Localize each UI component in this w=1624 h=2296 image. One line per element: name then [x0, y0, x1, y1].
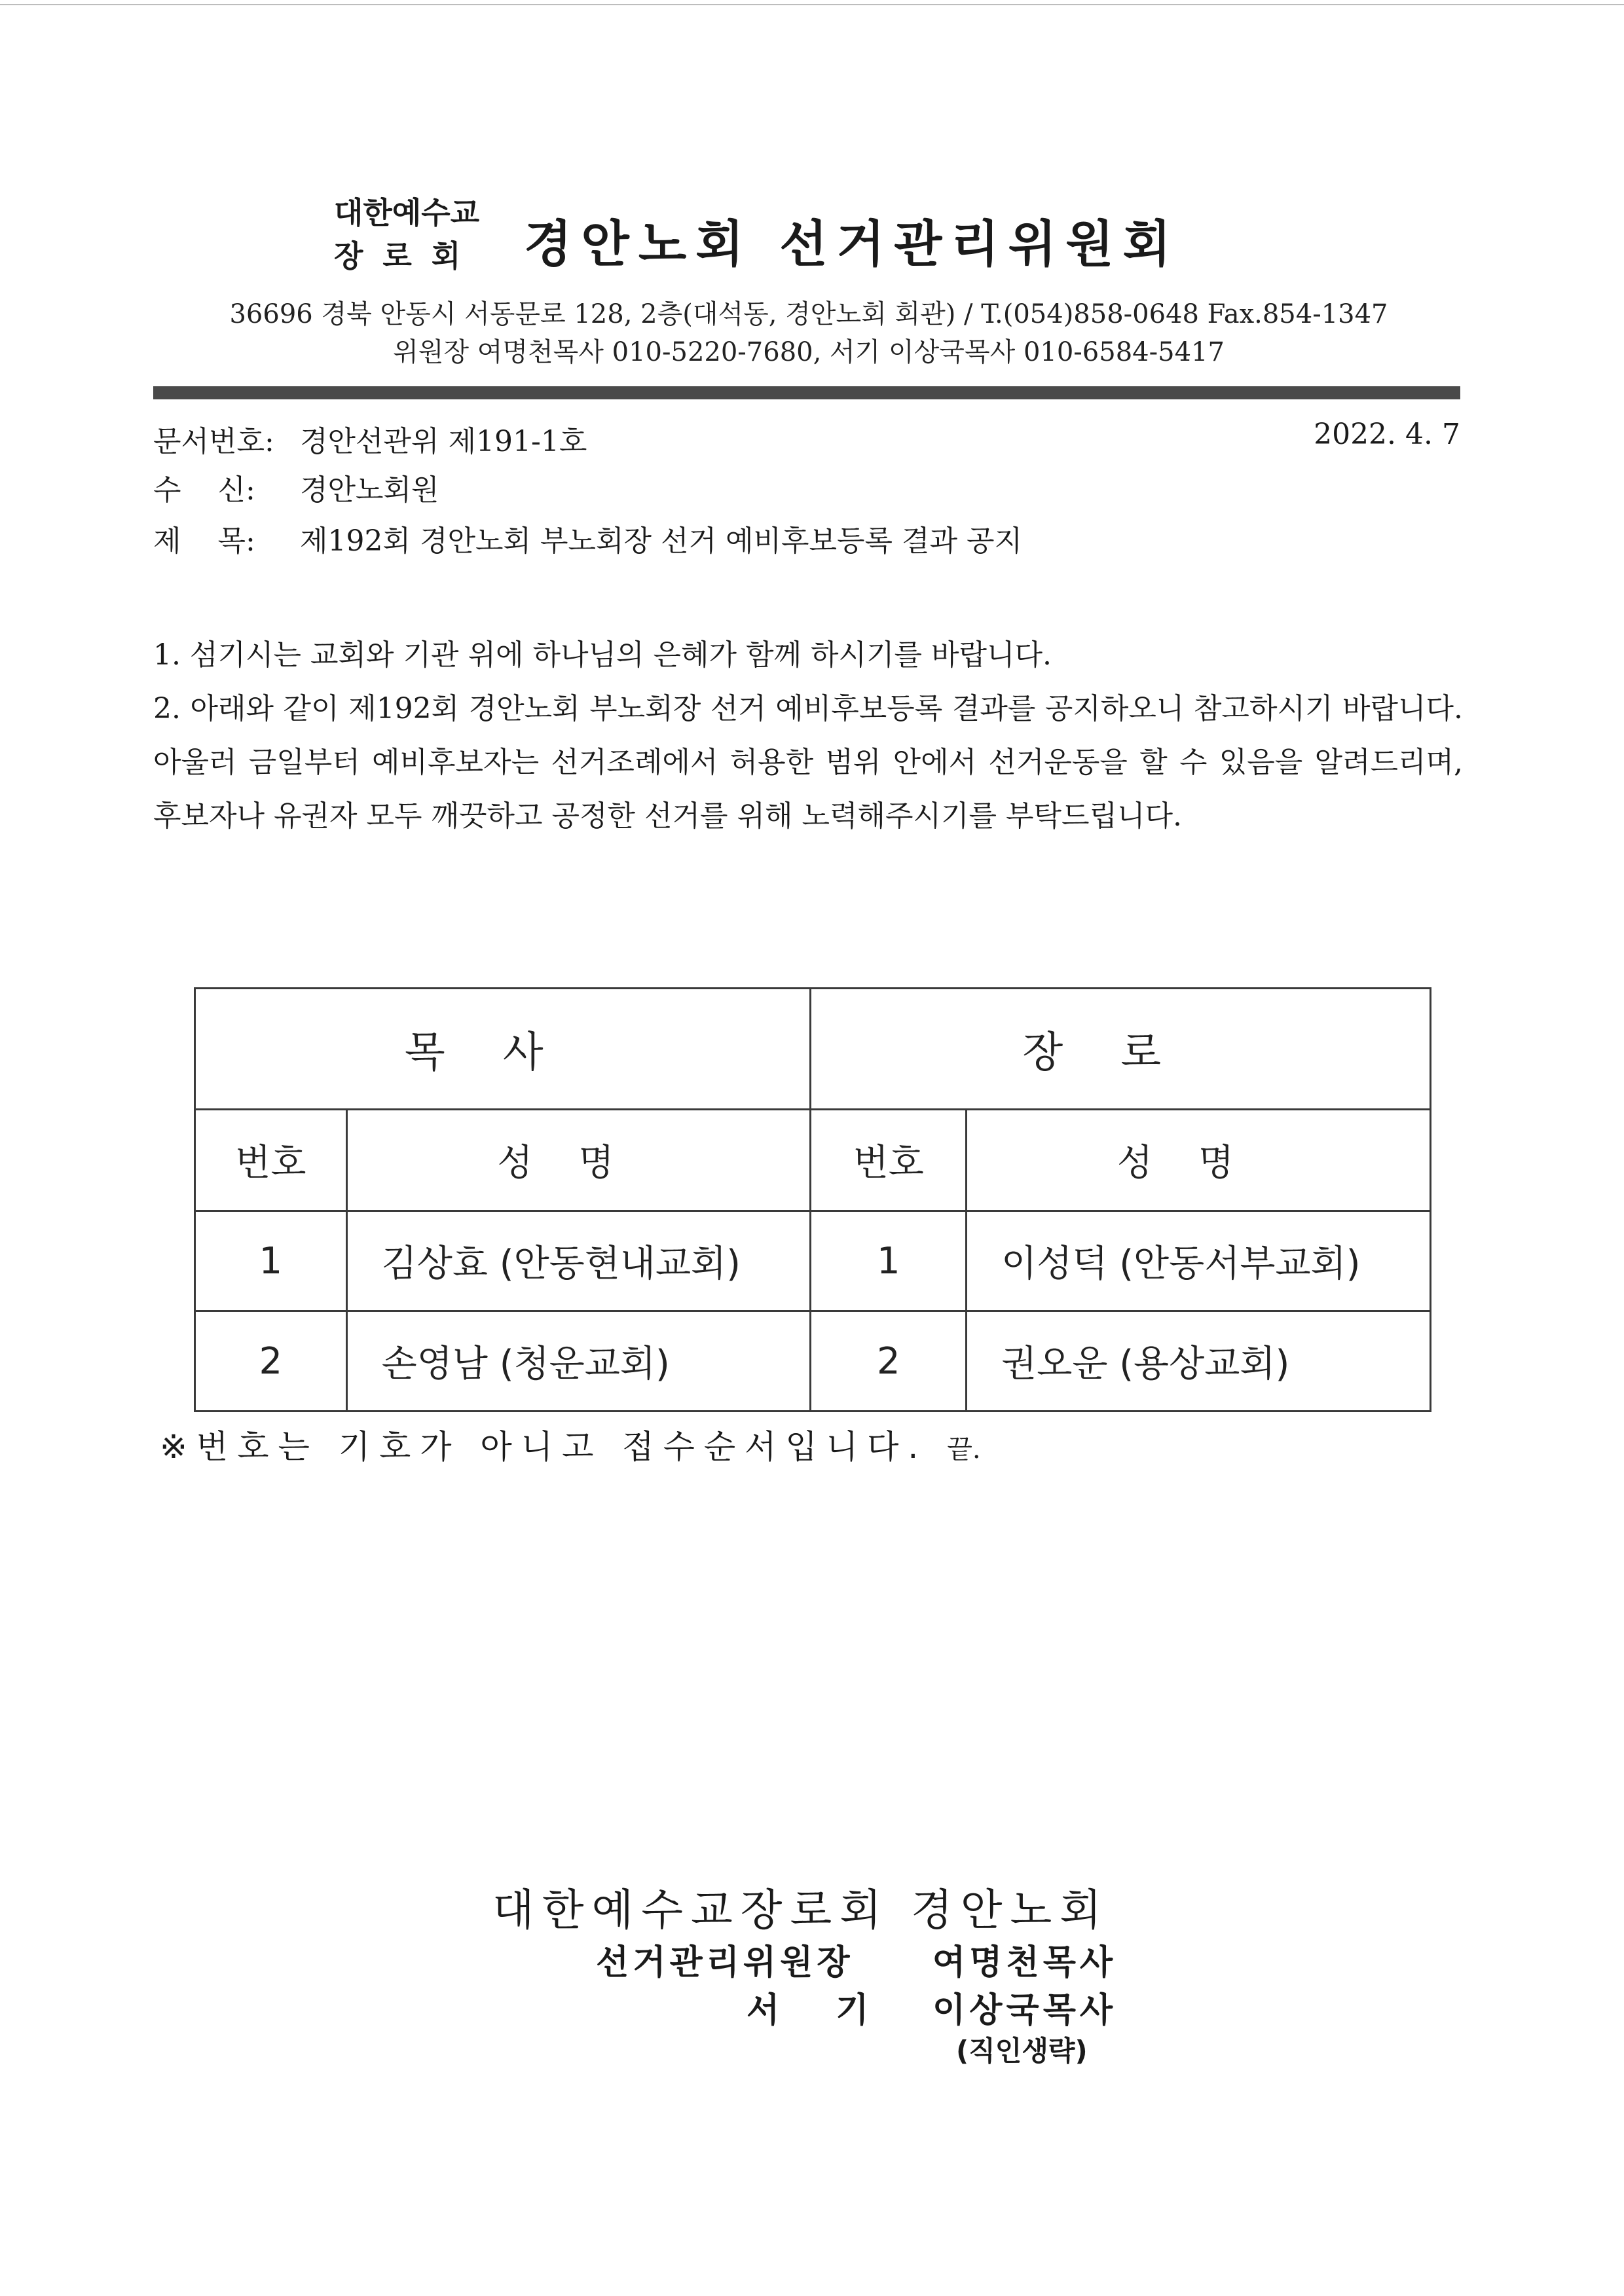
col-name-left: 성명: [346, 1110, 811, 1211]
col-no-left: 번호: [195, 1110, 347, 1211]
order-note: [160, 1421, 981, 1468]
issuer-name: 대한예수교장로회 경안노회: [492, 1885, 1110, 1935]
chair-name: 여명천목사: [932, 1943, 1117, 1982]
signature-secretary: [747, 1982, 1116, 2032]
secretary-role: 서기: [747, 1991, 925, 2030]
end-mark: 끝.: [947, 1434, 981, 1465]
recipient-row: [153, 466, 439, 508]
doc-number-row: [153, 418, 587, 460]
elder-name: 권오운 (용상교회): [967, 1311, 1431, 1412]
pastor-no: 1: [195, 1211, 347, 1311]
doc-number-label: 문서번호:: [153, 425, 274, 458]
org-line-1: 대한예수교: [334, 195, 480, 230]
elder-no: 2: [811, 1311, 967, 1412]
chair-role: 선거관리위원장: [596, 1943, 854, 1982]
paragraph-2: 2. 아래와 같이 제192회 경안노회 부노회장 선거 예비후보등록 결과를 공지하오니 참고하시기 바랍니다. 아울러 금일부터 예비후보자는 선거조례에서 허용한 범위 안에서 선거운동을 할 수 있음을 알려드리며, 후보자나 유권자 모두 깨끗하고 공정한 선거를 위해 노력해주시기를 부탁드립니다.: [153, 692, 1463, 833]
pastor-no: 2: [195, 1311, 347, 1412]
recipient-label: 수 신:: [153, 473, 255, 507]
secretary-name: 이상국목사: [932, 1991, 1117, 2030]
paragraph-1: 1. 섬기시는 교회와 기관 위에 하나님의 은혜가 함께 하시기를 바랍니다.: [153, 638, 1052, 672]
table-row: [195, 1211, 1431, 1311]
order-note-text: ※번호는 기호가 아니고 접수순서입니다.: [160, 1428, 928, 1466]
scan-top-edge: [0, 4, 1624, 5]
doc-number-value: 경안선관위 제191-1호: [300, 425, 587, 458]
subject-value: 제192회 경안노회 부노회장 선거 예비후보등록 결과 공지: [300, 524, 1022, 558]
recipient-value: 경안노회원: [300, 473, 439, 507]
table-group-header: [195, 989, 1431, 1110]
table-column-header: [195, 1110, 1431, 1211]
candidate-table: [194, 987, 1431, 1412]
document-date: 2022. 4. 7: [1314, 418, 1460, 451]
org-name-small: [334, 191, 504, 278]
pastor-name: 김상효 (안동현내교회): [346, 1211, 811, 1311]
address-line: 36696 경북 안동시 서동문로 128, 2층(대석동, 경안노회 회관) / T.(054)858-0648 Fax.854-1347: [229, 299, 1388, 329]
body-text: [153, 629, 1463, 843]
subject-row: [153, 517, 1022, 559]
subject-label: 제 목:: [153, 524, 255, 558]
seal-omitted-note: (직인생략): [956, 2035, 1088, 2067]
col-no-right: 번호: [811, 1110, 967, 1211]
table-row: [195, 1311, 1431, 1412]
org-line-2: 장로회: [334, 238, 481, 274]
elder-name: 이성덕 (안동서부교회): [967, 1211, 1431, 1311]
elder-no: 1: [811, 1211, 967, 1311]
letterhead-title: 경안노회 선거관리위원회: [524, 215, 1181, 273]
officers-contact-line: 위원장 여명천목사 010-5220-7680, 서기 이상국목사 010-6584-5417: [393, 337, 1225, 367]
group-pastor: 목사: [195, 989, 811, 1110]
group-elder: 장로: [811, 989, 1431, 1110]
header-divider: [153, 386, 1460, 399]
pastor-name: 손영남 (청운교회): [346, 1311, 811, 1412]
signature-chair: [596, 1935, 1116, 1984]
col-name-right: 성명: [967, 1110, 1431, 1211]
